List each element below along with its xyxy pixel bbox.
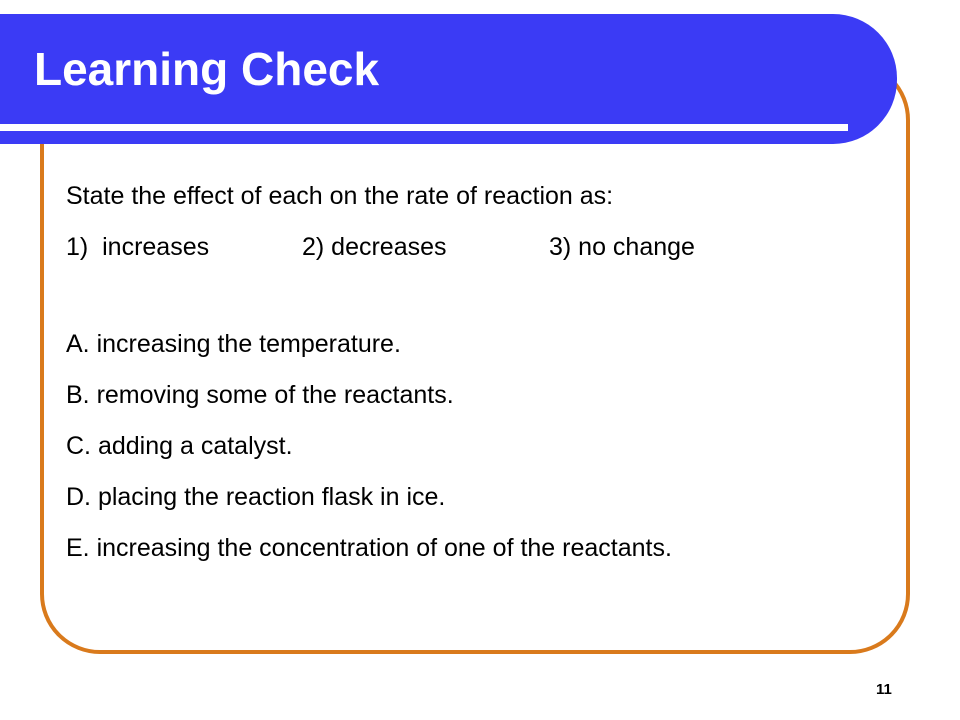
choice-increases: 1) increases — [66, 233, 210, 261]
list-item: C. adding a catalyst. — [66, 432, 293, 460]
slide-body — [66, 176, 695, 579]
choice-decreases: 2) decreases — [302, 233, 447, 261]
list-item: E. increasing the concentration of one of the reactants. — [66, 534, 672, 562]
list-item: A. increasing the temperature. — [66, 330, 401, 358]
list-item: D. placing the reaction flask in ice. — [66, 483, 446, 511]
slide-title: Learning Check — [34, 43, 380, 95]
choice-no-change: 3) no change — [549, 233, 695, 261]
answer-choices — [66, 227, 695, 278]
title-underline — [0, 124, 848, 131]
spacer — [66, 278, 695, 324]
page-number: 11 — [876, 681, 892, 698]
prompt-text: State the effect of each on the rate of reaction as: — [66, 182, 614, 210]
list-item: B. removing some of the reactants. — [66, 381, 454, 409]
